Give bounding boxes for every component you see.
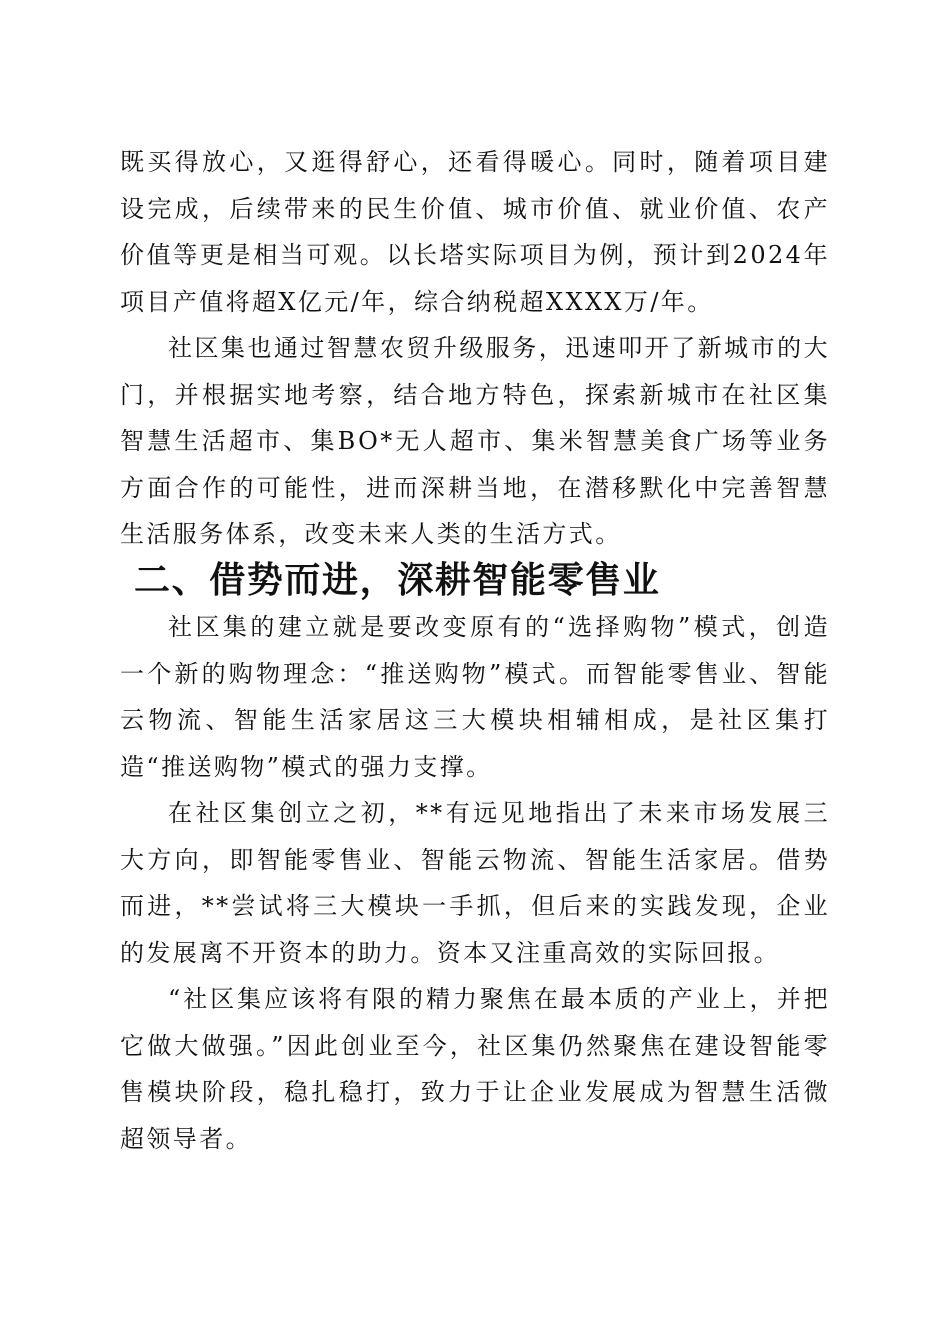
section-heading: 二、借势而进，深耕智能零售业: [134, 559, 661, 601]
document-page: [120, 139, 830, 1162]
paragraph-push-shopping: 社区集的建立就是要改变原有的“选择购物”模式，创造一个新的购物理念：“推送购物”模式。而智能零售业、智能云物流、智能生活家居这三大模块相辅相成，是社区集打造“推送购物”模式的强力支撑。: [120, 613, 830, 781]
paragraph-three-directions: 在社区集创立之初，**有远见地指出了未来市场发展三大方向，即智能零售业、智能云物流、智能生活家居。借势而进，**尝试将三大模块一手抓，但后来的实践发现，企业的发展离不开资本的助力。资本又注重高效的实际回报。: [120, 799, 830, 967]
paragraph-focus-quote: “社区集应该将有限的精力聚焦在最本质的产业上，并把它做大做强。”因此创业至今，社区集仍然聚焦在建设智能零售模块阶段，稳扎稳打，致力于让企业发展成为智慧生活微超领导者。: [120, 985, 830, 1153]
paragraph-continuation: 既买得放心，又逛得舒心，还看得暖心。同时，随着项目建设完成，后续带来的民生价值、城市价值、就业价值、农产价值等更是相当可观。以长塔实际项目为例，预计到2024年项目产值将超X亿元/年，综合纳税超XXXX万/年。: [120, 148, 830, 316]
paragraph-expansion: 社区集也通过智慧农贸升级服务，迅速叩开了新城市的大门，并根据实地考察，结合地方特色，探索新城市在社区集智慧生活超市、集BO*无人超市、集米智慧美食广场等业务方面合作的可能性，进而深耕当地，在潜移默化中完善智慧生活服务体系，改变未来人类的生活方式。: [120, 334, 830, 548]
